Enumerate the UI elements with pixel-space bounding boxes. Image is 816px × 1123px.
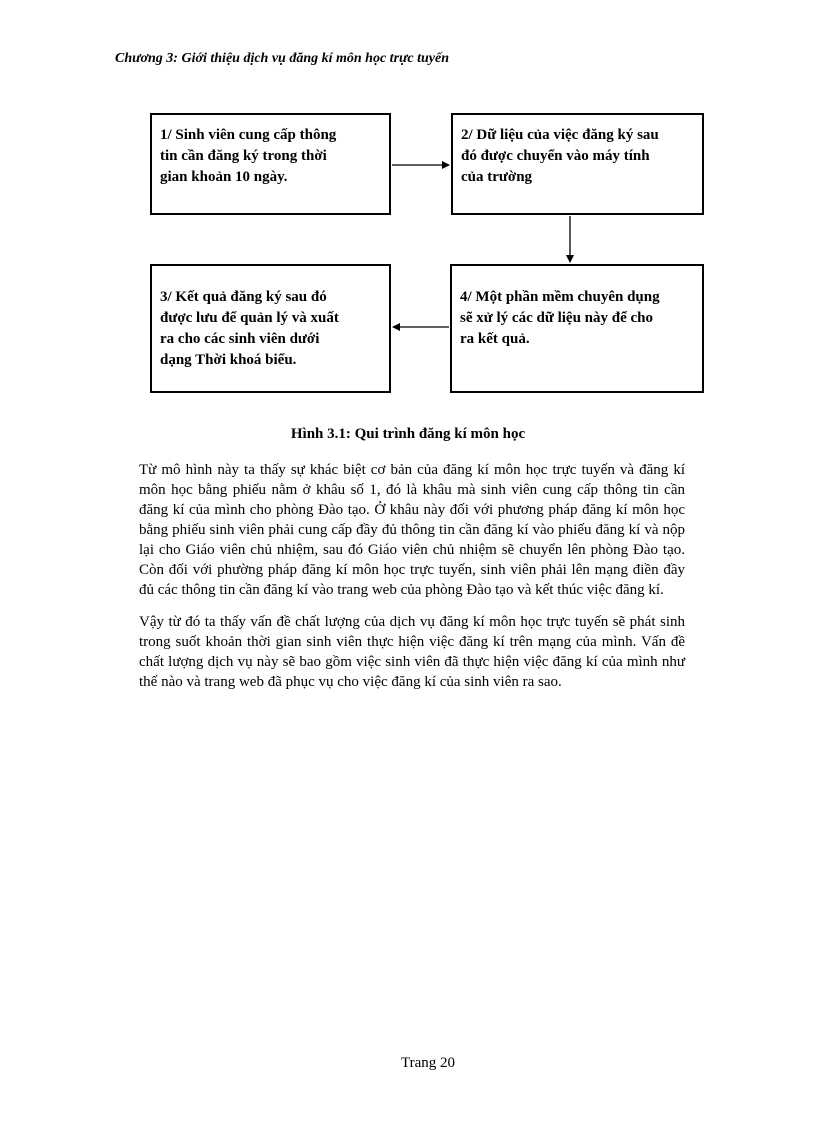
box-text-line: 4/ Một phần mềm chuyên dụng	[460, 289, 660, 305]
box-text-line: 1/ Sinh viên cung cấp thông	[160, 126, 337, 143]
process-diagram	[0, 0, 816, 420]
figure-caption: Hình 3.1: Qui trình đăng kí môn học	[290, 426, 526, 442]
page-number: Trang 20	[400, 1055, 456, 1071]
chapter-header: Chương 3: Giới thiệu dịch vụ đăng kí môn học trực tuyến	[115, 51, 450, 66]
box-text-line: gian khoản 10 ngày.	[160, 168, 288, 185]
box-text-line: ra cho các sinh viên dưới	[160, 330, 320, 347]
box-text-line: đó được chuyển vào máy tính	[461, 147, 650, 164]
step-4-box	[450, 264, 704, 393]
box-text-line: được lưu để quản lý và xuất	[160, 309, 339, 326]
box-text-line: 3/ Kết quả đăng ký sau đó	[160, 288, 327, 305]
paragraph: Từ mô hình này ta thấy sự khác biệt cơ bản của đăng kí môn học trực tuyến và đăng kí môn học bằng phiếu nằm ở khâu số 1, đó là khâu mà sinh viên cung cấp thông tin cần đăng kí của mình cho phòng Đào tạo. Ở khâu này đối với phương pháp đăng kí môn học bằng phiếu sinh viên phải cung cấp đầy đủ thông tin cần đăng kí vào phiếu đăng kí và nộp lại cho Giáo viên chủ nhiệm, sau đó Giáo viên chủ nhiệm sẽ chuyển lên phòng Đào tạo. Còn đối với phường pháp đăng kí môn học trực tuyến, sinh viên phải lên mạng điền đầy đủ các thông tin cần đăng kí vào trang web của phòng Đào tạo và kết thúc việc đăng kí.	[139, 462, 685, 598]
box-text-line: sẽ xử lý các dữ liệu này để cho	[460, 310, 654, 326]
body-text	[139, 460, 685, 704]
box-text-line: 2/ Dữ liệu của việc đăng ký sau	[461, 126, 659, 143]
box-text-line: tin cần đăng ký trong thời	[160, 147, 327, 164]
step-3-box	[150, 264, 391, 393]
step-1-box	[150, 113, 391, 215]
box-text-line: của trường	[461, 168, 533, 185]
box-text-line: dạng Thời khoá biểu.	[160, 351, 297, 368]
box-text-line: ra kết quả.	[460, 331, 530, 347]
step-2-box	[451, 113, 704, 215]
paragraph: Vậy từ đó ta thấy vấn đề chất lượng của dịch vụ đăng kí môn học trực tuyến sẽ phát sinh trong suốt khoản thời gian sinh viên thực hiện việc đăng kí trên mạng của mình. Vấn đề chất lượng dịch vụ này sẽ bao gồm việc sinh viên đã thực hiện việc đăng kí của mình như thế nào và trang web đã phục vụ cho việc đăng kí của sinh viên ra sao.	[139, 614, 685, 690]
